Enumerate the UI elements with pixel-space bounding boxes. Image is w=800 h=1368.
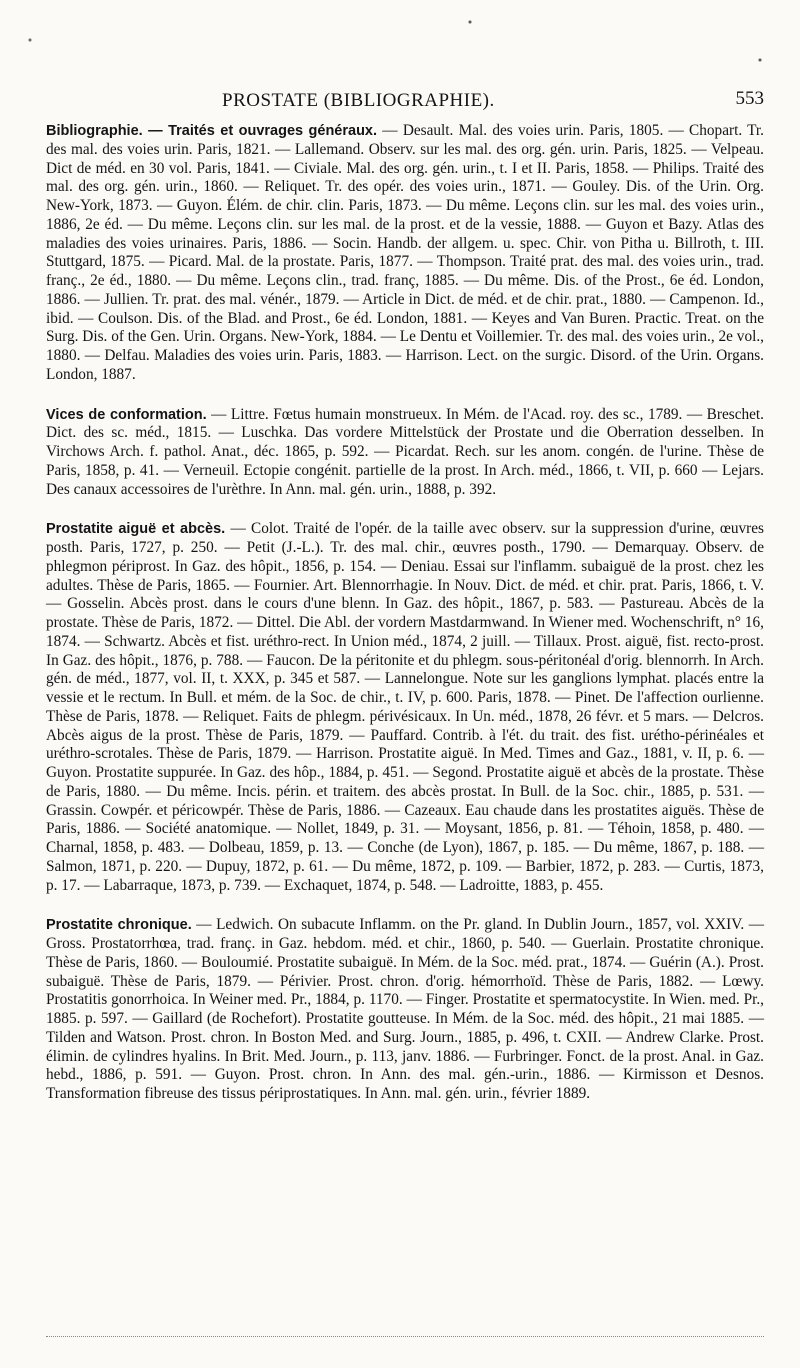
section-chronic-prostatitis	[46, 916, 764, 1104]
section-paragraph	[46, 122, 764, 385]
section-acute-prostatitis	[46, 520, 764, 895]
page-header	[46, 90, 764, 120]
bibliography-body	[46, 122, 764, 1125]
scan-speckle	[0, 0, 800, 70]
bottom-dotted-rule	[46, 1336, 764, 1337]
section-text: — Ledwich. On subacute Inflamm. on the Pr. gland. In Dublin Journ., 1857, vol. XXIV. — Gross. Prostatorrhœa, trad. franç. in Gaz. hebdom. méd. et chir., 1860, p. 540. — Guerlain. Prostatite chronique. Thèse de Paris, 1860. — Bouloumié. Prostatite subaiguë. In Mém. de la Soc. méd. prat., 1874. — Guérin (A.). Prost. subaiguë. Thèse de Paris, 1879. — Périvier. Prost. chron. d'orig. hémorrhoïd. Thèse de Paris, 1882. — Lœwy. Prostatitis gonorrhoica. In Weiner med. Pr., 1884, p. 1170. — Finger. Prostatite et spermatocystite. In Wien. med. Pr., 1885. p. 597. — Gaillard (de Rochefort). Prostatite goutteuse. In Mém. de la Soc. méd. des hôpit., 21 mai 1885. — Tilden and Watson. Prost. chron. In Boston Med. and Surg. Journ., 1885, p. 496, t. CXII. — Andrew Clarke. Prost. élimin. de cylindres hyalins. In Brit. Med. Journ., p. 113, janv. 1886. — Furbringer. Fonct. de la prost. Anal. in Gaz. hebd., 1886, p. 591. — Guyon. Prost. chron. In Ann. des mal. gén.-urin., 1886. — Kirmisson et Desnos. Transformation fibreuse des tissus périprostatiques. In Ann. mal. gén. urin., février 1889.	[46, 916, 764, 1102]
section-malformations	[46, 406, 764, 500]
section-paragraph	[46, 520, 764, 895]
section-paragraph	[46, 406, 764, 500]
section-heading: Prostatite chronique.	[46, 917, 192, 934]
running-title: PROSTATE (BIBLIOGRAPHIE).	[222, 90, 495, 111]
section-heading: Vices de conformation.	[46, 406, 207, 423]
section-general-works	[46, 122, 764, 385]
section-text: — Colot. Traité de l'opér. de la taille avec observ. sur la suppression d'urine, œuvres posth. Paris, 1727, p. 250. — Petit (J.-L.). Tr. des mal. chir., œuvres posth., 1790. — Demarquay. Observ. de phlegmon périprost. In Gaz. des hôpit., 1856, p. 154. — Deniau. Essai sur l'inflamm. subaiguë de la prost. chez les adultes. Thèse de Paris, 1865. — Fournier. Art. Blennorrhagie. In Nouv. Dict. de méd. et chir. prat. Paris, 1866, t. V. — Gosselin. Abcès prost. dans le cours d'une blenn. In Gaz. des hôpit., 1867, p. 583. — Pastureau. Abcès de la prostate. Thèse de Paris, 1872. — Dittel. Die Abl. der vordern Mastdarmwand. In Wiener med. Wochenschrift, n° 16, 1874. — Schwartz. Abcès et fist. uréthro-rect. In Union méd., 1874, 2 juill. — Tillaux. Prost. aiguë, fist. recto-prost. In Gaz. des hôpit., 1876, p. 788. — Faucon. De la péritonite et du phlegm. sous-péritonéal d'orig. blennorrh. In Arch. gén. de méd., 1877, vol. II, t. XXX, p. 345 et 587. — Lannelongue. Note sur les ganglions lymphat. placés entre la vessie et le rectum. In Bull. et mém. de la Soc. de chir., t. IV, p. 600. Paris, 1878. — Pinet. De l'affection ourlienne. Thèse de Paris, 1878. — Reliquet. Faits de phlegm. périvésicaux. In Un. méd., 1878, 26 févr. et 5 mars. — Delcros. Abcès aigus de la prost. Thèse de Paris, 1879. — Pauffard. Contrib. à l'ét. du trait. des fist. urétho-périnéales et uréthro-scrotales. Thèse de Paris, 1879. — Harrison. Prostatite aiguë. In Med. Times and Gaz., 1881, v. II, p. 6. — Guyon. Prostatite suppurée. In Gaz. des hôp., 1884, p. 451. — Segond. Prostatite aiguë et abcès de la prostate. Thèse de Paris, 1880. — Du même. Incis. périn. et traitem. des abcès prostat. In Bull. de la Soc. chir., 1885, p. 531. — Grassin. Cowpér. et péricowpér. Thèse de Paris, 1886. — Cazeaux. Eau chaude dans les prostatites aiguës. Thèse de Paris, 1886. — Société anatomique. — Nollet, 1849, p. 31. — Moysant, 1856, p. 81. — Téhoin, 1858, p. 480. — Charnal, 1858, p. 483. — Dolbeau, 1859, p. 13. — Conche (de Lyon), 1867, p. 185. — Du même, 1867, p. 188. — Salmon, 1871, p. 220. — Dupuy, 1872, p. 61. — Du même, 1872, p. 109. — Barbier, 1872, p. 283. — Curtis, 1873, p. 17. — Labarraque, 1873, p. 739. — Exchaquet, 1874, p. 548. — Ladroitte, 1883, p. 455.	[46, 520, 764, 894]
section-heading: Prostatite aiguë et abcès.	[46, 521, 226, 538]
section-heading: Bibliographie. — Traités et ouvrages généraux.	[46, 123, 378, 139]
section-paragraph	[46, 916, 764, 1104]
section-text: — Desault. Mal. des voies urin. Paris, 1805. — Chopart. Tr. des mal. des voies urin. Paris, 1821. — Lallemand. Observ. sur les mal. des org. gén. urin. Paris, 1825. — Velpeau. Dict de méd. en 30 vol. Paris, 1841. — Civiale. Mal. des org. gén. urin., t. I et II. Paris, 1858. — Philips. Traité des mal. des org. gén. urin., 1860. — Reliquet. Tr. des opér. des voies urin., 1871. — Gouley. Dis. of the Urin. Org. New-York, 1873. — Guyon. Élém. de chir. clin. Paris, 1873. — Du même. Leçons clin. sur les mal. des voies urin., 1886, 2e éd. — Du même. Leçons clin. sur les mal. de la prost. et de la vessie, 1888. — Guyon et Bazy. Atlas des maladies des voies urinaires. Paris, 1886. — Socin. Handb. der allgem. u. spec. Chir. von Pitha u. Billroth, t. III. Stuttgard, 1875. — Picard. Mal. de la prostate. Paris, 1877. — Thompson. Traité prat. des mal. des voies urin., trad. franç., 2e éd., 1880. — Du même. Leçons clin., trad. franç, 1885. — Du même. Dis. of the Prost., 6e éd. London, 1886. — Jullien. Tr. prat. des mal. vénér., 1879. — Article in Dict. de méd. et de chir. prat., 1880. — Campenon. Id., ibid. — Coulson. Dis. of the Blad. and Prost., 6e éd. London, 1881. — Keyes and Van Buren. Practic. Treat. on the Surg. Dis. of the Gen. Urin. Organs. New-York, 1884. — Le Dentu et Voillemier. Tr. des mal. des voies urin., 2e vol., 1880. — Delfau. Maladies des voies urin. Paris, 1883. — Harrison. Lect. on the surgic. Disord. of the Urin. Organs. London, 1887.	[46, 122, 764, 383]
section-text: — Littre. Fœtus humain monstrueux. In Mém. de l'Acad. roy. des sc., 1789. — Breschet. Dict. des sc. méd., 1815. — Luschka. Das vordere Mittelstück der Prostate und die Oberration desselben. In Virchows Arch. f. pathol. Anat., déc. 1865, p. 592. — Picardat. Rech. sur les anom. congén. de l'urine. Thèse de Paris, 1858, p. 41. — Verneuil. Ectopie congénit. partielle de la prost. In Arch. méd., 1866, t. VII, p. 660 — Lejars. Des canaux accessoires de l'urèthre. In Ann. mal. gén. urin., 1888, p. 392.	[46, 405, 764, 498]
page-number: 553	[735, 88, 764, 109]
